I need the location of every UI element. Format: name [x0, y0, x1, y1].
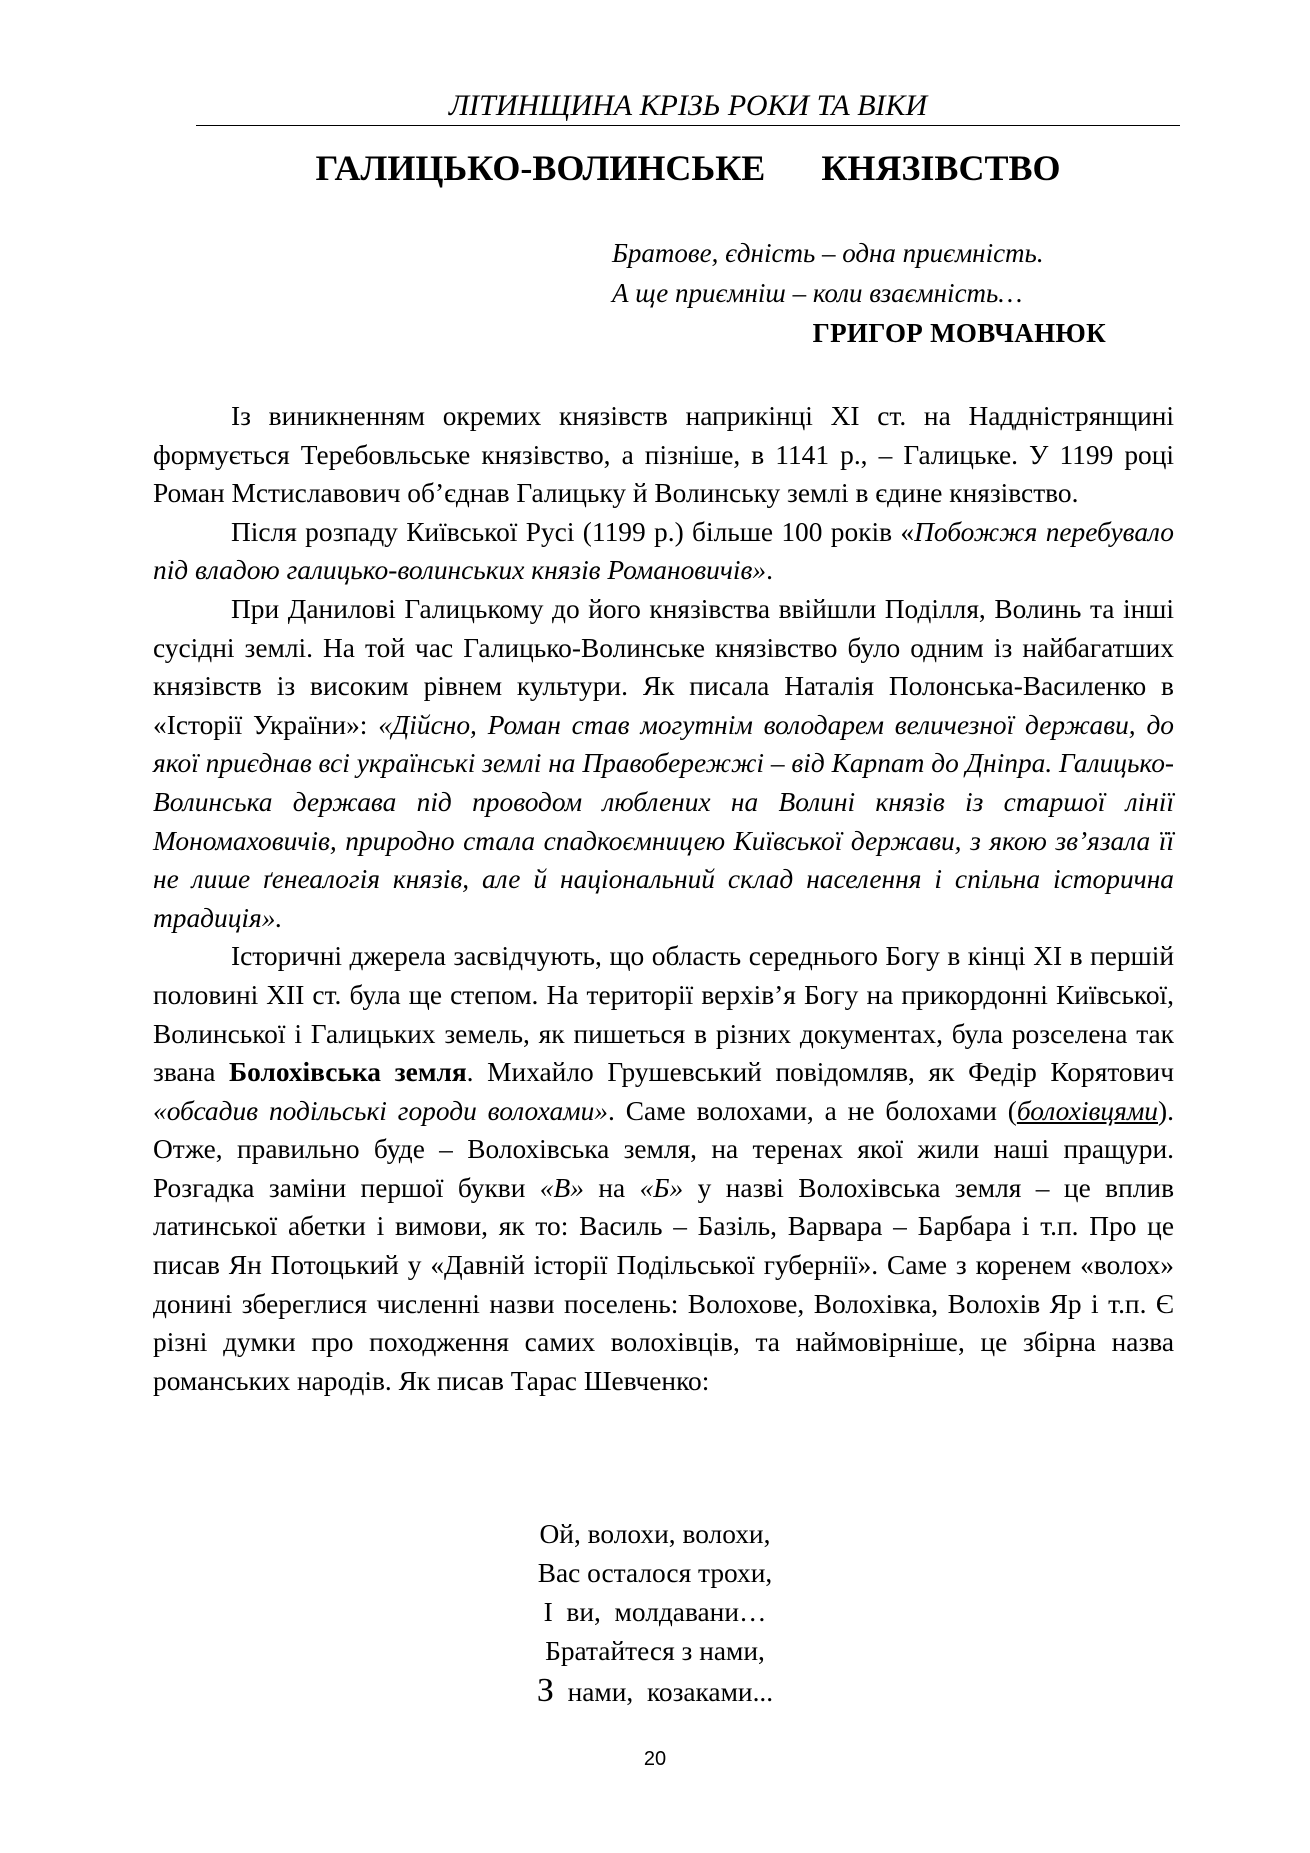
epigraph-line-2: А ще приємніш – коли взаємність…	[612, 278, 1023, 308]
paragraph-2	[153, 513, 1174, 590]
paragraph-4-quote: «обсадив подільські городи волохами»	[153, 1095, 609, 1126]
paragraph-3	[153, 590, 1174, 937]
paragraph-2-quote: Побожжя перебувало під владою галицько-волинських князів Романовичів»	[153, 516, 1174, 586]
paragraph-4-text-b: . Михайло Грушевський повідомляв, як Федір Корятович	[466, 1057, 1174, 1088]
paragraph-1: Із виникненням окремих князівств наприкінці XI ст. на Наддністрянщині формується Теребовльське князівство, а пізніше, в 1141 р., – Галицьке. У 1199 році Роман Мстиславович об’єднав Галицьку й Волинську землі в єдине князівство.	[153, 401, 1174, 509]
running-head: ЛІТИНЩИНА КРІЗЬ РОКИ ТА ВІКИ	[448, 89, 928, 122]
paragraph-4-letter-v: «В»	[539, 1172, 584, 1203]
paragraph-2-text-a: Після розпаду Київської Русі (1199 р.) більше 100 років «	[231, 516, 915, 547]
page-number: 20	[643, 1748, 667, 1770]
paragraph-4-bold-term: Болохівська земля	[229, 1057, 467, 1088]
paragraph-4-text-e: на	[583, 1172, 640, 1203]
epigraph-line-1: Братове, єдність – одна приємність.	[612, 238, 1044, 268]
title-part-1: ГАЛИЦЬКО-ВОЛИНСЬКЕ	[315, 148, 766, 188]
paragraph-3-quote: «Дійсно, Роман став могутнім володарем величезної держави, до якої приєднав всі українські землі на Правобережжі – від Карпат до Дніпра. Галицько-Волинська держава під проводом люблених на Волині князів із старшої лінії Мономаховичів, природно стала спадкоємницею Київської держави, з якою зв’язала її не лише ґенеалогія князів, але й національний склад населення і спільна історична традиція».	[153, 709, 1175, 933]
epigraph-author: ГРИГОР МОВЧАНЮК	[812, 318, 1106, 348]
paragraph-4-text-f: у назві Волохівська земля – це вплив латинської абетки і вимови, як то: Василь – Базіль, Варвара – Барбара і т.п. Про це писав Ян Потоцький у «Давній історії Подільської губернії». Саме з коренем «волох» донині збереглися численні назви поселень: Волохове, Волохівка, Волохів Яр і т.п. Є різні думки про походження самих волохівців, та наймовірніше, це збірна назва романських народів. Як писав Тарас Шевченко:	[153, 1172, 1175, 1396]
paragraph-4	[153, 937, 1174, 1400]
poem	[0, 1515, 1310, 1712]
poem-line-5-rest: нами, козаками...	[553, 1677, 774, 1707]
paragraph-4-letter-b: «Б»	[639, 1172, 684, 1203]
poem-line-1: Ой, волохи, волохи,	[539, 1519, 771, 1549]
paragraph-4-text-c: . Саме волохами, а не болохами (	[608, 1095, 1017, 1126]
paragraph-2-text-c: .	[766, 555, 773, 586]
title-part-2: КНЯЗІВСТВО	[821, 148, 1061, 188]
epigraph	[612, 233, 1112, 353]
body-text	[153, 397, 1174, 1400]
paragraph-3-text: При Данилові Галицькому до його князівства ввійшли Поділля, Волинь та інші сусідні землі. На той час Галицько-Волинське князівство було одним із найбагатших князівств із високим рівнем культури. Як писала Наталія Полонська-Василенко в «Історії України»:	[153, 593, 1174, 740]
poem-line-4: Братайтеся з нами,	[545, 1636, 765, 1666]
header-rule	[196, 125, 1180, 126]
paragraph-4-text-d: ). Отже, правильно буде – Волохівська земля, на теренах якої жили наші пращури. Розгадка заміни першої букви	[153, 1095, 1174, 1203]
poem-line-2: Вас осталося трохи,	[537, 1558, 773, 1588]
paragraph-4-text-a: Історичні джерела засвідчують, що область середнього Богу в кінці XI в першій половині XII ст. була ще степом. На території верхів’я Богу на прикордонні Київської, Волинської і Галицьких земель, як пишеться в різних документах, була розселена так звана	[153, 941, 1174, 1088]
poem-line-5	[0, 1671, 1310, 1712]
page-title	[196, 146, 1180, 190]
poem-line-3: І ви, молдавани…	[543, 1597, 767, 1627]
paragraph-4-underlined-term: болохівцями	[1016, 1095, 1159, 1126]
poem-line-5-initial: З	[536, 1672, 554, 1709]
